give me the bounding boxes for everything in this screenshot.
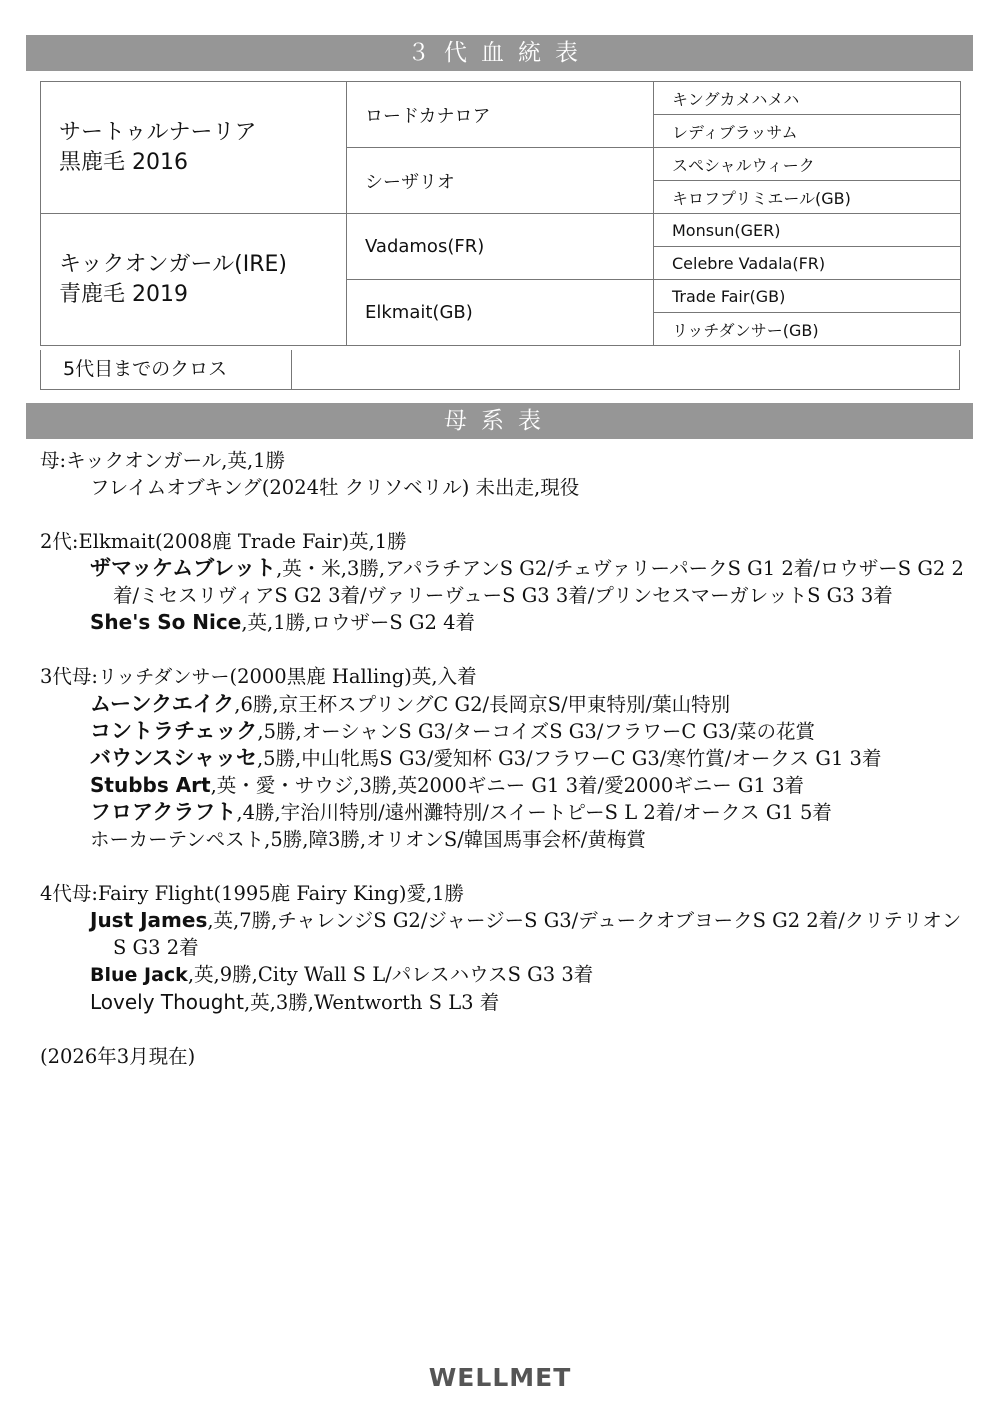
horse-name: She's So Nice (90, 610, 242, 634)
g4-child (40, 907, 965, 961)
horse-record: ,5勝,中山牝馬S G3/愛知杯 G3/フラワーC G3/寒竹賞/オークス G1 3着 (256, 747, 882, 770)
ancestor-g3: リッチダンサー(GB) (654, 313, 961, 346)
g3-child (40, 772, 965, 799)
horse-record: ,英・愛・サウジ,3勝,英2000ギニー G1 3着/愛2000ギニー G1 3着 (210, 774, 805, 797)
horse-name: Lovely Thought (90, 990, 244, 1014)
g3-dam-name: リッチダンサー (97, 666, 230, 688)
g4-child (40, 961, 965, 989)
pedigree-header: ３代血統表 (26, 35, 973, 71)
sire-sire: ロードカナロア (347, 82, 654, 148)
g3-line (40, 663, 965, 691)
horse-record: ,英,3勝,Wentworth S L3 着 (243, 991, 500, 1014)
dam-cell (41, 214, 347, 346)
ancestor-g3: Monsun(GER) (654, 214, 961, 247)
g2-line: 2代:Elkmait(2008鹿 Trade Fair)英,1勝 (40, 530, 407, 553)
sire-name: サートゥルナーリア (59, 119, 257, 145)
dam-line: 母:キックオンガール,英,1勝 (40, 449, 286, 472)
g3-child (40, 718, 965, 745)
ancestor-g3: スペシャルウィーク (654, 148, 961, 181)
g3-dam-record: (2000黒鹿 Halling)英,入着 (229, 665, 477, 688)
sire-dam: シーザリオ (347, 148, 654, 214)
damline-body (40, 447, 965, 1070)
ancestor-g3: レディブラッサム (654, 115, 961, 148)
sire-cell (41, 82, 347, 214)
dam-name: キックオンガール(IRE) (59, 251, 287, 277)
cross-label: 5代目までのクロス (41, 350, 292, 389)
as-of-date: (2026年3月現在) (40, 1045, 196, 1068)
horse-name: Stubbs Art (90, 773, 211, 797)
inbreeding-cross-row (40, 350, 960, 390)
horse-record: ,4勝,宇治川特別/遠州灘特別/スイートピーS L 2着/オークス G1 5着 (236, 801, 832, 824)
g4-line: 4代母:Fairy Flight(1995鹿 Fairy King)愛,1勝 (40, 882, 465, 905)
dam-child: フレイムオブキング(2024牡 クリソベリル) 未出走,現役 (90, 476, 580, 499)
g3-child (40, 745, 965, 772)
wellmet-logo: WELLMET (428, 1363, 572, 1392)
g3-child (40, 691, 965, 718)
dam-sire: Vadamos(FR) (347, 214, 654, 280)
dam-dam: Elkmait(GB) (347, 280, 654, 346)
horse-name: フロアクラフト (90, 800, 237, 824)
dam-info: 青鹿毛 2019 (59, 281, 188, 307)
horse-record: ,英・米,3勝,アパラチアンS G2/チェヴァリーパークS G1 2着/ロウザーS G2 2着/ミセスリヴィアS G2 3着/ヴァリーヴューS G3 3着/プリンセスマーガレットS G3 3着 (113, 557, 964, 607)
ancestor-g3: Celebre Vadala(FR) (654, 247, 961, 280)
sire-info: 黒鹿毛 2016 (59, 149, 188, 175)
horse-record: ,英,9勝,City Wall S L/パレスハウスS G3 3着 (187, 963, 594, 986)
horse-name: コントラチェック (90, 719, 258, 743)
g2-child (40, 609, 965, 636)
horse-name: バウンスシャッセ (90, 746, 257, 770)
horse-name: Just James (90, 908, 208, 932)
horse-name: ムーンクエイク (90, 692, 235, 716)
g3-child: ホーカーテンペスト,5勝,障3勝,オリオンS/韓国馬事会杯/黄梅賞 (90, 828, 646, 851)
damline-header: 母系表 (26, 403, 973, 439)
horse-record: ,英,7勝,チャレンジS G2/ジャージーS G3/デュークオブヨークS G2 2着/クリテリオンS G3 2着 (113, 909, 962, 959)
g4-child (40, 989, 965, 1016)
ancestor-g3: キロフプリミエール(GB) (654, 181, 961, 214)
horse-record: ,6勝,京王杯スプリングC G2/長岡京S/甲東特別/葉山特別 (234, 693, 731, 716)
horse-name: ザマッケムブレット (90, 556, 277, 580)
pedigree-table (40, 81, 960, 346)
horse-record: ,5勝,オーシャンS G3/ターコイズS G3/フラワーC G3/菜の花賞 (257, 720, 816, 743)
g3-child (40, 799, 965, 826)
horse-name: Blue Jack (90, 964, 188, 986)
ancestor-g3: キングカメハメハ (654, 82, 961, 115)
g2-child (40, 555, 965, 609)
g3-prefix: 3代母: (40, 665, 98, 688)
ancestor-g3: Trade Fair(GB) (654, 280, 961, 313)
horse-record: ,英,1勝,ロウザーS G2 4着 (241, 611, 475, 634)
